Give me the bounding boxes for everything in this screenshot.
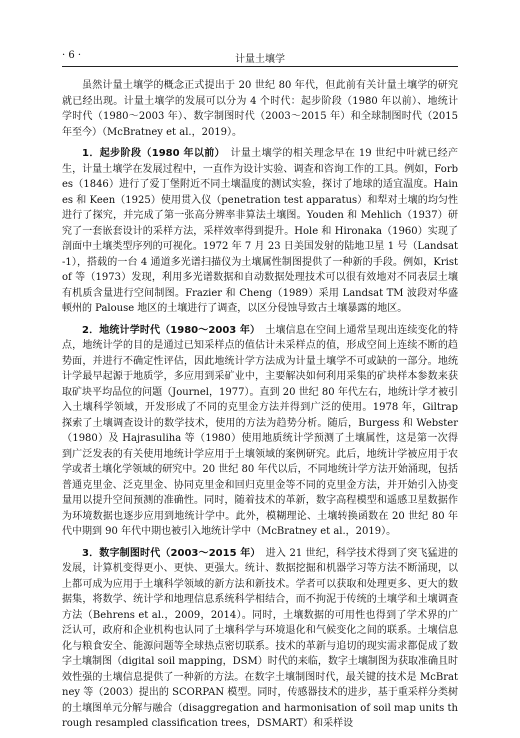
paragraph-text: 计量土壤学的相关理念早在 19 世纪中叶就已经产生，计量土壤学在发展过程中，一直作为设计实验、调查和咨询工作的工具。例如，Forbes（1846）进行了爱丁堡附近不同土壤温度的测试实验，探讨了地球的适宜温度。Haines 和 Keen（1925）使用贯入仪（penetration test apparatus）和犁对土壤的均匀性进行了探究，并完成了第一张高分辨率非算法土壤图。Youden 和 Mehlich（1937）研究了一套嵌套设计的采样方法，采样效率得到提升。Hole 和 Hironaka（1960）实现了剖面中土壤类型序列的可视化。1972 年 7 月 23 日美国发射的陆地卫星 1 号（Landsat-1），搭载的一台 4 通道多光谱扫描仪为土壤属性制图提供了一种新的手段。例如，Kristof 等（1973）发现，利用多光谱数据和自动数据处理技术可以很有效地对不同表层土壤有机质含量进行空间制图。Frazier 和 Cheng（1989）采用 Landsat TM 波段对华盛顿州的 Palouse 地区的土壤进行了调查，以区分侵蚀导致古土壤暴露的地区。: [62, 148, 458, 314]
section-heading-startup-stage: 1．起步阶段（1980 年以前）: [82, 148, 221, 159]
paragraph-text: 进入 21 世纪，科学技术得到了突飞猛进的发展，计算机变得更小、更快、更强大。统计、数据挖掘和机器学习等方法不断涌现，以上都可成为应用于土壤科学领域的新方法和新技术。学者可以获取和处理更多、更大的数据集，将数学、统计学和地理信息系统科学相结合，而不拘泥于传统的土壤学和土壤调查方法（Behrens et al.，2009，2014）。同时，土壤数据的可用性也得到了学术界的广泛认可，政府和企业机构也认同了土壤科学与环境退化和气候变化之间的联系。土壤信息化与粮食安全、能源问题等全球热点密切联系。技术的革新与追切的现实需求都促成了数字土壤制图（digital soil mapping，DSM）时代的来临，数字土壤制图为获取准确且时效性强的土壤信息提供了一种新的方法。在数字土壤制图时代，最关键的技术是 McBratney 等（2003）提出的 SCORPAN 模型。同时，传感器技术的进步，基于重采样分类树的土壤图单元分解与融合（disaggregation and harmonisation of soil map units through resampled classification trees，DSMART）和采样设: [62, 547, 458, 729]
body-text: [62, 78, 458, 738]
page-number: · 6 ·: [62, 50, 82, 61]
paragraph-section-1: [62, 146, 458, 317]
paragraph-section-3: [62, 546, 458, 732]
paragraph-text: 土壤信息在空间上通常呈现出连续变化的特点，地统计学的目的是通过已知采样点的值估计未采样点的值，形成空间上连续不断的趋势面，并进行不确定性评估，因此地统计学方法成为计量土壤学不可或缺的一部分。地统计学最早起源于地质学，多应用到采矿业中，主要解决如何利用采集的矿块样本参数来获取矿块平均品位的问题（Journel，1977）。直到 20 世纪 80 年代左右，地统计学才被引入土壤科学领域，开发形成了不同的克里金方法并得到广泛的使用。1978 年，Giltrap 探索了土壤调查设计的数学技术，使用的方法为趋势分析。随后，Burgess 和 Webster（1980）及 Hajrasuliha 等（1980）使用地质统计学预测了土壤属性，这是第一次得到广泛发表的有关使用地统计学应用于土壤领域的案例研究。此后，地统计学被应用于农学或者土壤化学领域的研究中。20 世纪 80 年代以后，不同地统计学方法开始涌现，包括普通克里金、泛克里金、协同克里金和回归克里金等不同的克里金方法，并开始引入协变量用以提升空间预测的准确性。同时，随着技术的革新，数字高程模型和遥感卫星数据作为环境数据也逐步应用到地统计学中。此外，模糊理论、土壤转换函数在 20 世纪 80 年代中期到 90 年代中期也被引入地统计学中（McBratney et al.，2019）。: [62, 324, 459, 537]
paragraph-text: 虽然计量土壤学的概念正式提出于 20 世纪 80 年代，但此前有关计量土壤学的研究就已经出现。计量土壤学的发展可以分为 4 个时代：起步阶段（1980 年以前）、地统计学时代（1980～2003 年）、数字制图时代（2003～2015 年）和全球制图时代（2015 年至今）（McBratney et al.，2019）。: [62, 80, 458, 138]
page-header: [62, 48, 458, 67]
section-heading-geostatistics-era: 2．地统计学时代（1980～2003 年）: [82, 324, 256, 336]
running-title: 计量土壤学: [235, 54, 285, 65]
paragraph-section-2: [62, 323, 458, 540]
section-heading-digital-mapping-era: 3．数字制图时代（2003～2015 年）: [82, 547, 256, 559]
paragraph-intro: [62, 78, 458, 140]
